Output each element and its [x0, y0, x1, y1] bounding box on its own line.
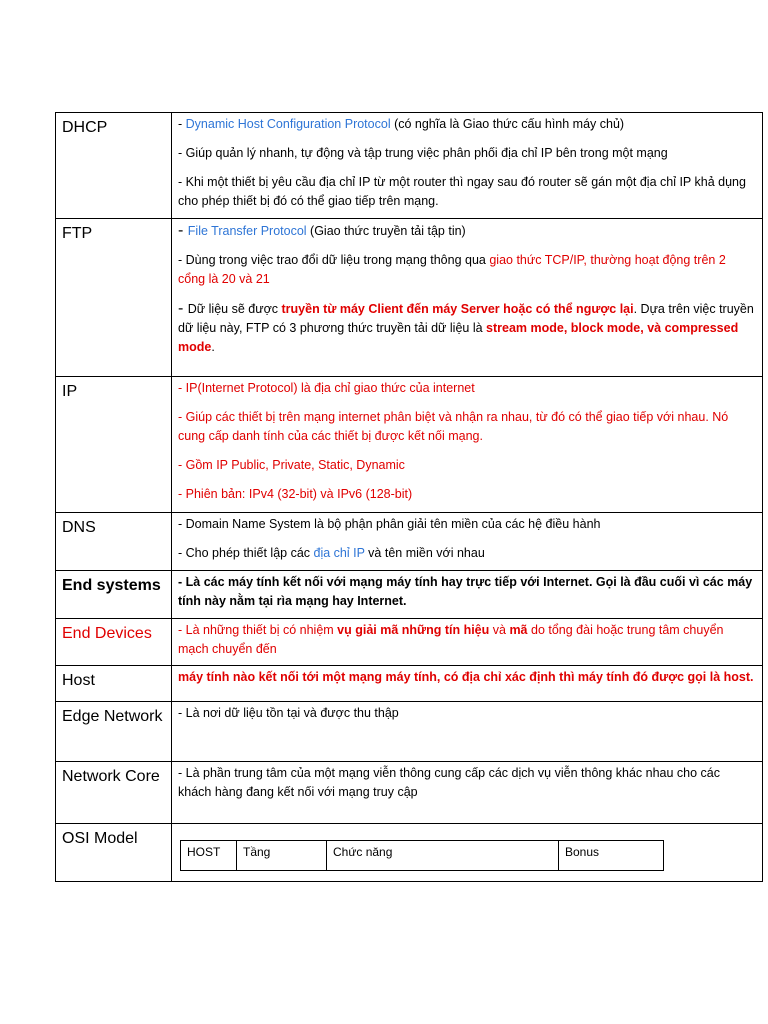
osi-header-row [181, 841, 664, 871]
definition-line: - Phiên bản: IPv4 (32-bit) và IPv6 (128-bit) [178, 487, 413, 501]
text-span: và tên miền với nhau [364, 546, 485, 560]
table-row [56, 377, 763, 513]
table-row [56, 762, 763, 824]
text-span: - [178, 300, 188, 317]
definition-line [178, 221, 756, 241]
definition-line: - Là các máy tính kết nối với mạng máy tính hay trực tiếp với Internet. Gọi là đầu cuối vì các máy tính này nằm tại rìa mạng hay Internet. [178, 575, 753, 608]
osi-header-bonus: Bonus [559, 841, 664, 871]
highlight-text: mã [509, 623, 528, 637]
definition-cell [172, 619, 763, 666]
definition-cell [172, 219, 763, 377]
text-span: . [211, 340, 215, 354]
definition-line [178, 621, 756, 659]
definition-line: máy tính nào kết nối tới một mạng máy tính, có địa chỉ xác định thì máy tính đó được gọi là host. [178, 670, 754, 684]
protocol-table [55, 112, 763, 882]
table-row [56, 702, 763, 762]
definition-cell [172, 702, 763, 762]
term-cell: DNS [56, 513, 172, 571]
table-row [56, 824, 763, 882]
text-span: - Là những thiết bị có nhiệm [178, 623, 338, 637]
table-row [56, 571, 763, 619]
text-span: . Dựa trên việc truyền dữ liệu này, FTP có 3 phương thức truyền tải dữ liệu là [178, 302, 754, 335]
highlight-text: stream mode, block mode, và compressed mode [178, 321, 739, 354]
definition-line: - Giúp các thiết bị trên mạng internet phân biệt và nhận ra nhau, từ đó có thể giao tiếp với nhau. Nó cung cấp danh tính của các thiết bị được kết nối mạng. [178, 410, 729, 443]
term-cell: End systems [56, 571, 172, 619]
term-cell: OSI Model [56, 824, 172, 882]
definition-line: - IP(Internet Protocol) là địa chỉ giao thức của internet [178, 381, 475, 395]
text-span: do tổng đài hoặc trung tâm chuyển mạch chuyển đến [178, 623, 724, 656]
definition-line [178, 544, 756, 563]
highlight-text: giao thức TCP/IP, thường hoạt động trên 2 cổng là 20 và 21 [178, 253, 726, 286]
term-cell: IP [56, 377, 172, 513]
definition-cell [172, 113, 763, 219]
table-row [56, 513, 763, 571]
definition-line: - Giúp quản lý nhanh, tự động và tập trung việc phân phối địa chỉ IP bên trong một mạng [178, 146, 668, 160]
osi-table [180, 840, 664, 871]
definition-cell [172, 513, 763, 571]
text-span: - [178, 222, 188, 239]
definition-line: - Là phần trung tâm của một mạng viễn thông cung cấp các dịch vụ viễn thông khác nhau cho các khách hàng đang kết nối với mạng truy cập [178, 766, 721, 799]
text-span: - [178, 117, 186, 131]
osi-header-layer: Tầng [237, 841, 327, 871]
definition-line: - Là nơi dữ liệu tồn tại và được thu thập [178, 706, 399, 720]
highlight-text: vụ giải mã những tín hiệu [337, 623, 490, 637]
term-cell: FTP [56, 219, 172, 377]
term-cell: Network Core [56, 762, 172, 824]
term-cell: Edge Network [56, 702, 172, 762]
term-cell: DHCP [56, 113, 172, 219]
definition-line: - Domain Name System là bộ phận phân giải tên miền của các hệ điều hành [178, 517, 601, 531]
table-row [56, 113, 763, 219]
definition-line: - Khi một thiết bị yêu cầu địa chỉ IP từ một router thì ngay sau đó router sẽ gán một địa chỉ IP khả dụng cho phép thiết bị đó có thể giao tiếp trên mạng. [178, 175, 746, 208]
definition-line [178, 251, 756, 289]
link-text[interactable]: Dynamic Host Configuration Protocol [185, 117, 391, 131]
text-span: và [489, 623, 510, 637]
highlight-text: truyền từ máy Client đến máy Server hoặc có thể ngược lại [281, 302, 634, 316]
osi-header-function: Chức năng [327, 841, 559, 871]
table-row [56, 619, 763, 666]
definition-cell [172, 762, 763, 824]
definition-cell [172, 571, 763, 619]
table-row [56, 666, 763, 702]
text-span: (có nghĩa là Giao thức cấu hình máy chủ) [390, 117, 625, 131]
definition-cell [172, 666, 763, 702]
definition-line [178, 299, 756, 357]
definition-line: - Gồm IP Public, Private, Static, Dynamic [178, 458, 405, 472]
text-span: - Cho phép thiết lập các [178, 546, 314, 560]
osi-header-host: HOST [181, 841, 237, 871]
text-span: (Giao thức truyền tải tập tin) [306, 224, 466, 238]
term-cell: End Devices [56, 619, 172, 666]
link-text[interactable]: File Transfer Protocol [187, 224, 307, 238]
table-row [56, 219, 763, 377]
definition-line [178, 115, 756, 134]
link-text[interactable]: địa chỉ IP [313, 546, 365, 560]
text-span: Dữ liệu sẽ được [187, 302, 282, 316]
text-span: - Dùng trong việc trao đổi dữ liệu trong mạng thông qua [178, 253, 490, 267]
definition-cell [172, 377, 763, 513]
definition-cell [172, 824, 763, 882]
term-cell: Host [56, 666, 172, 702]
